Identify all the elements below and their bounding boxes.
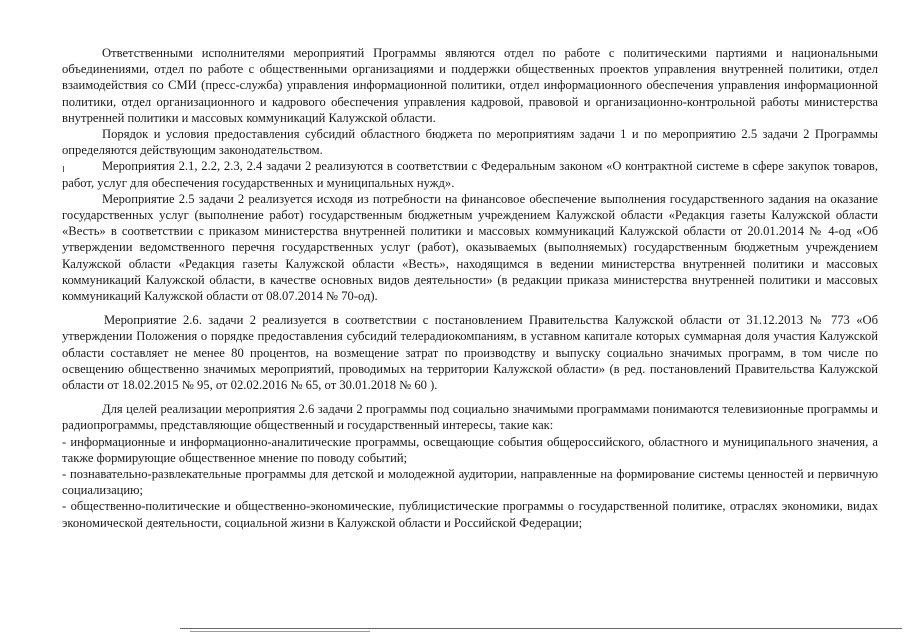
list-item-information-programs: - информационные и информационно-аналитические программы, освещающие события общероссийского, областного и муниципального значения, а также формирующие общественное мнение по поводу событий; <box>62 434 878 465</box>
paragraph-responsible-executors: Ответственными исполнителями мероприятий Программы являются отдел по работе с политическими партиями и национальными объединениями, отдел по работе с общественными организациями и поддержки общественных проектов управления внутренней политики, отдел взаимодействия со СМИ (пресс-служба) управления информационной политики, отдел информационного обеспечения управления информационной политики, отдел организационного и кадрового обеспечения управления кадровой, правовой и организационно-контрольной работы министерства внутренней политики и массовых коммуникаций Калужской области. <box>62 46 878 125</box>
paragraph-measure-2-5: Мероприятие 2.5 задачи 2 реализуется исходя из потребности на финансовое обеспечение выполнения государственного задания на оказание государственных услуг (выполнение работ) государственным бюджетным учреждением Калужской области «Редакция газеты Калужской области «Весть» в соответствии с приказом министерства внутренней политики и массовых коммуникаций Калужской области от 20.01.2014 № 4-од «Об утверждении ведомственного перечня государственных услуг (работ), оказываемых (выполняемых) государственным бюджетным учреждением Калужской области «Редакция газеты Калужской области «Весть», находящимся в ведении министерства внутренней политики и массовых коммуникаций Калужской области, в качестве основных видов деятельности» (в редакции приказа министерства внутренней политики и массовых коммуникаций Калужской области от 08.07.2014 № 70-од). <box>62 191 878 304</box>
paragraph-socially-significant-programs: Для целей реализации мероприятия 2.6 задачи 2 программы под социально значимыми программами понимаются телевизионные программы и радиопрограммы, представляющие общественный и государственный интересы, такие как: <box>62 402 878 433</box>
paragraph-measure-2-6: Мероприятие 2.6. задачи 2 реализуется в соответствии с постановлением Правительства Калужской области от 31.12.2013 № 773 «Об утверждении Положения о порядке предоставления субсидий телерадиокомпаниям, в уставном капитале которых суммарная доля участия Калужской области составляет не менее 80 процентов, на возмещение затрат по производству и выпуску социально значимых программ, в том числе по освещению общественно значимых мероприятий, проводимых на территории Калужской области» (в ред. постановлений Правительства Калужской области от 18.02.2015 № 95, от 02.02.2016 № 65, от 30.01.2018 № 60 ). <box>62 313 878 393</box>
paragraph-subsidy-procedure: Порядок и условия предоставления субсидий областного бюджета по мероприятиям задачи 1 и по мероприятию 2.5 задачи 2 Программы определяются действующим законодательством. <box>62 127 878 158</box>
document-page <box>62 45 878 531</box>
margin-mark <box>63 166 64 172</box>
footer-rule-secondary <box>190 631 370 632</box>
paragraph-measures-2-1-2-4: Мероприятия 2.1, 2.2, 2.3, 2.4 задачи 2 реализуются в соответствии с Федеральным законом «О контрактной системе в сфере закупок товаров, работ, услуг для обеспечения государственных и муниципальных нужд». <box>62 159 878 190</box>
footer-rule <box>180 628 902 629</box>
list-item-socio-political-programs: - общественно-политические и общественно-экономические, публицистические программы о государственной политике, отраслях экономики, видах экономической деятельности, социальной жизни в Калужской области и Российской Федерации; <box>62 499 878 530</box>
list-item-educational-entertainment-programs: - познавательно-развлекательные программы для детской и молодежной аудитории, направленные на формирование системы ценностей и первичную социализацию; <box>62 467 878 498</box>
